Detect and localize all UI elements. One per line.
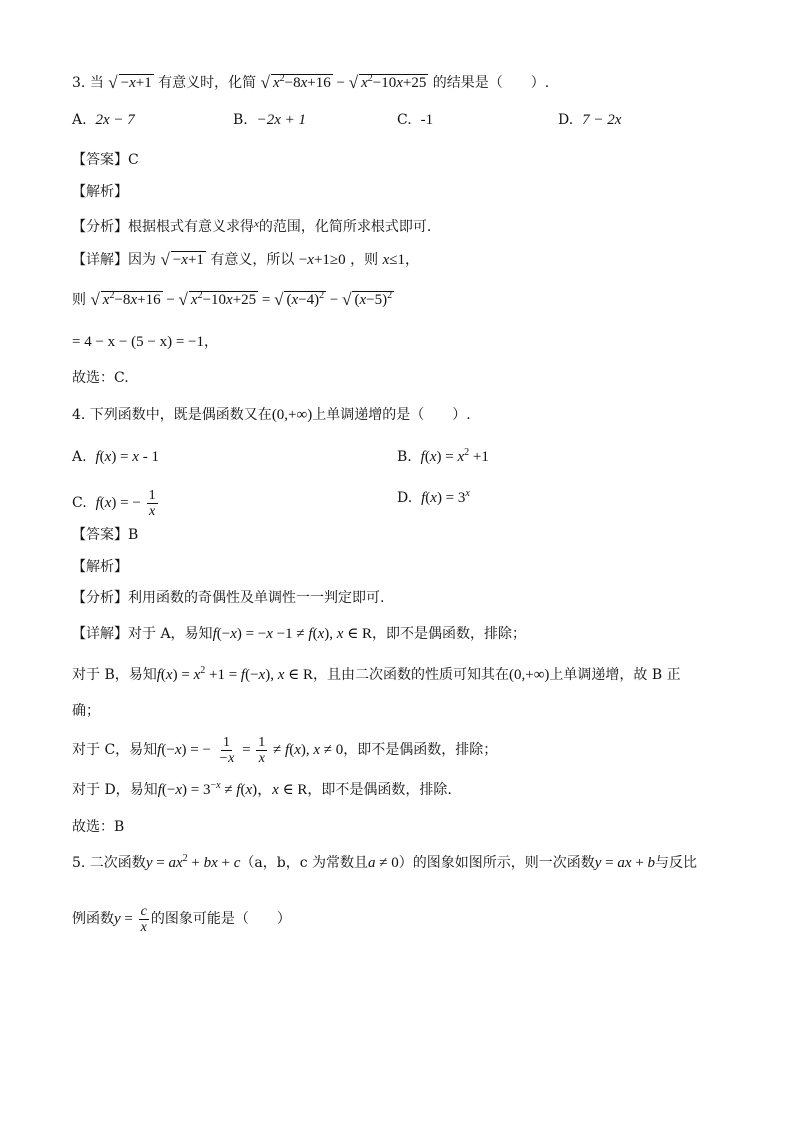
q4-analysis: 【解析】 bbox=[72, 559, 128, 575]
q4-guxuan: 故选：B bbox=[72, 819, 125, 835]
q3-option-c: C. -1 bbox=[397, 112, 434, 128]
q4-option-a: A. f(x) = x - 1 bbox=[72, 449, 159, 465]
q3-fenxi: 【分析】根据根式有意义求得$^x$的范围，化简所求根式即可. bbox=[72, 218, 432, 235]
q4-detail-c: 对于 C，易知f(−x) = − $\frac{1}{-x}$ = $\frac{1}{x}$ ≠ f(x), x ≠ 0，即不是偶函数，排除； bbox=[72, 735, 498, 766]
q5-stem: 5. 二次函数$y = ax^2$ + bx + c（a，b，c 为常数且a ≠ 0）的图象如图所示，则一次函数y = ax + b与反比 bbox=[72, 853, 698, 871]
q3-option-b: B. −2x + 1 bbox=[233, 112, 307, 128]
q3-step1: 则 √ $x^2-8x+16$ − √ $x^2-10x+25$ = √ $(x-4)^2$ − √ $(x-5)^2$ bbox=[72, 290, 393, 309]
q4-option-c: C. f(x) = − $\frac{1}{x}$ bbox=[72, 488, 156, 519]
q3-option-d: D. 7 − 2x bbox=[558, 112, 622, 128]
q3-answer: 【答案】C bbox=[72, 152, 139, 168]
q4-detail-b: 对于 B，易知$f(x) = x^2 +1 = f(-x)$, x ∈ R，且由二次函数的性质可知其在(0,+∞)上单调递增，故 B 正 bbox=[72, 665, 681, 683]
q3-sqrt-expr: √ −x+1 bbox=[108, 73, 152, 92]
q5-stem-cont: 例函数y = $\frac{c}{x}$ 的图象可能是（ ） bbox=[72, 904, 291, 935]
q3-analysis: 【解析】 bbox=[72, 184, 128, 200]
q3-step2: = 4 − x − (5 − x) = −1， bbox=[72, 334, 218, 350]
q3-guxuan: 故选：C. bbox=[72, 370, 129, 386]
q3-detail: 【详解】因为 √ −x+1 有意义，所以 −x+1≥0 ，则 x≤1， bbox=[72, 250, 419, 269]
q3-number: 3. bbox=[72, 75, 86, 91]
q4-option-b: B. $f(x) = x^2 +1$ bbox=[397, 447, 489, 465]
q3-stem: 3. 当 √ −x+1 有意义时，化简 √ $x^2-8x+16$ − √ $x^2-10x+25$ 的结果是（ ）. bbox=[72, 73, 550, 92]
q4-answer: 【答案】B bbox=[72, 527, 139, 543]
q3-simplify-expr: √ $x^2-8x+16$ − √ $x^2-10x+25$ bbox=[260, 73, 427, 92]
q4-detail-b-cont: 确； bbox=[72, 703, 100, 719]
q4-stem: 4. 下列函数中，既是偶函数又在(0,+∞)上单调递增的是（ ）. bbox=[72, 407, 471, 423]
q4-detail-a: 【详解】对于 A，易知f(−x) = −x −1 ≠ f(x), x ∈ R，即不是偶函数，排除； bbox=[72, 626, 527, 642]
q3-option-a: A. 2x − 7 bbox=[72, 112, 135, 128]
q4-option-d: D. $f(x) = 3^x$ bbox=[397, 488, 470, 506]
q4-fenxi: 【分析】利用函数的奇偶性及单调性一一判定即可. bbox=[72, 590, 385, 606]
q4-detail-d: 对于 D，易知$f(-x) = 3^{-x} \ne f(x)$，x ∈ R，即不是偶函数，排除. bbox=[72, 780, 452, 798]
